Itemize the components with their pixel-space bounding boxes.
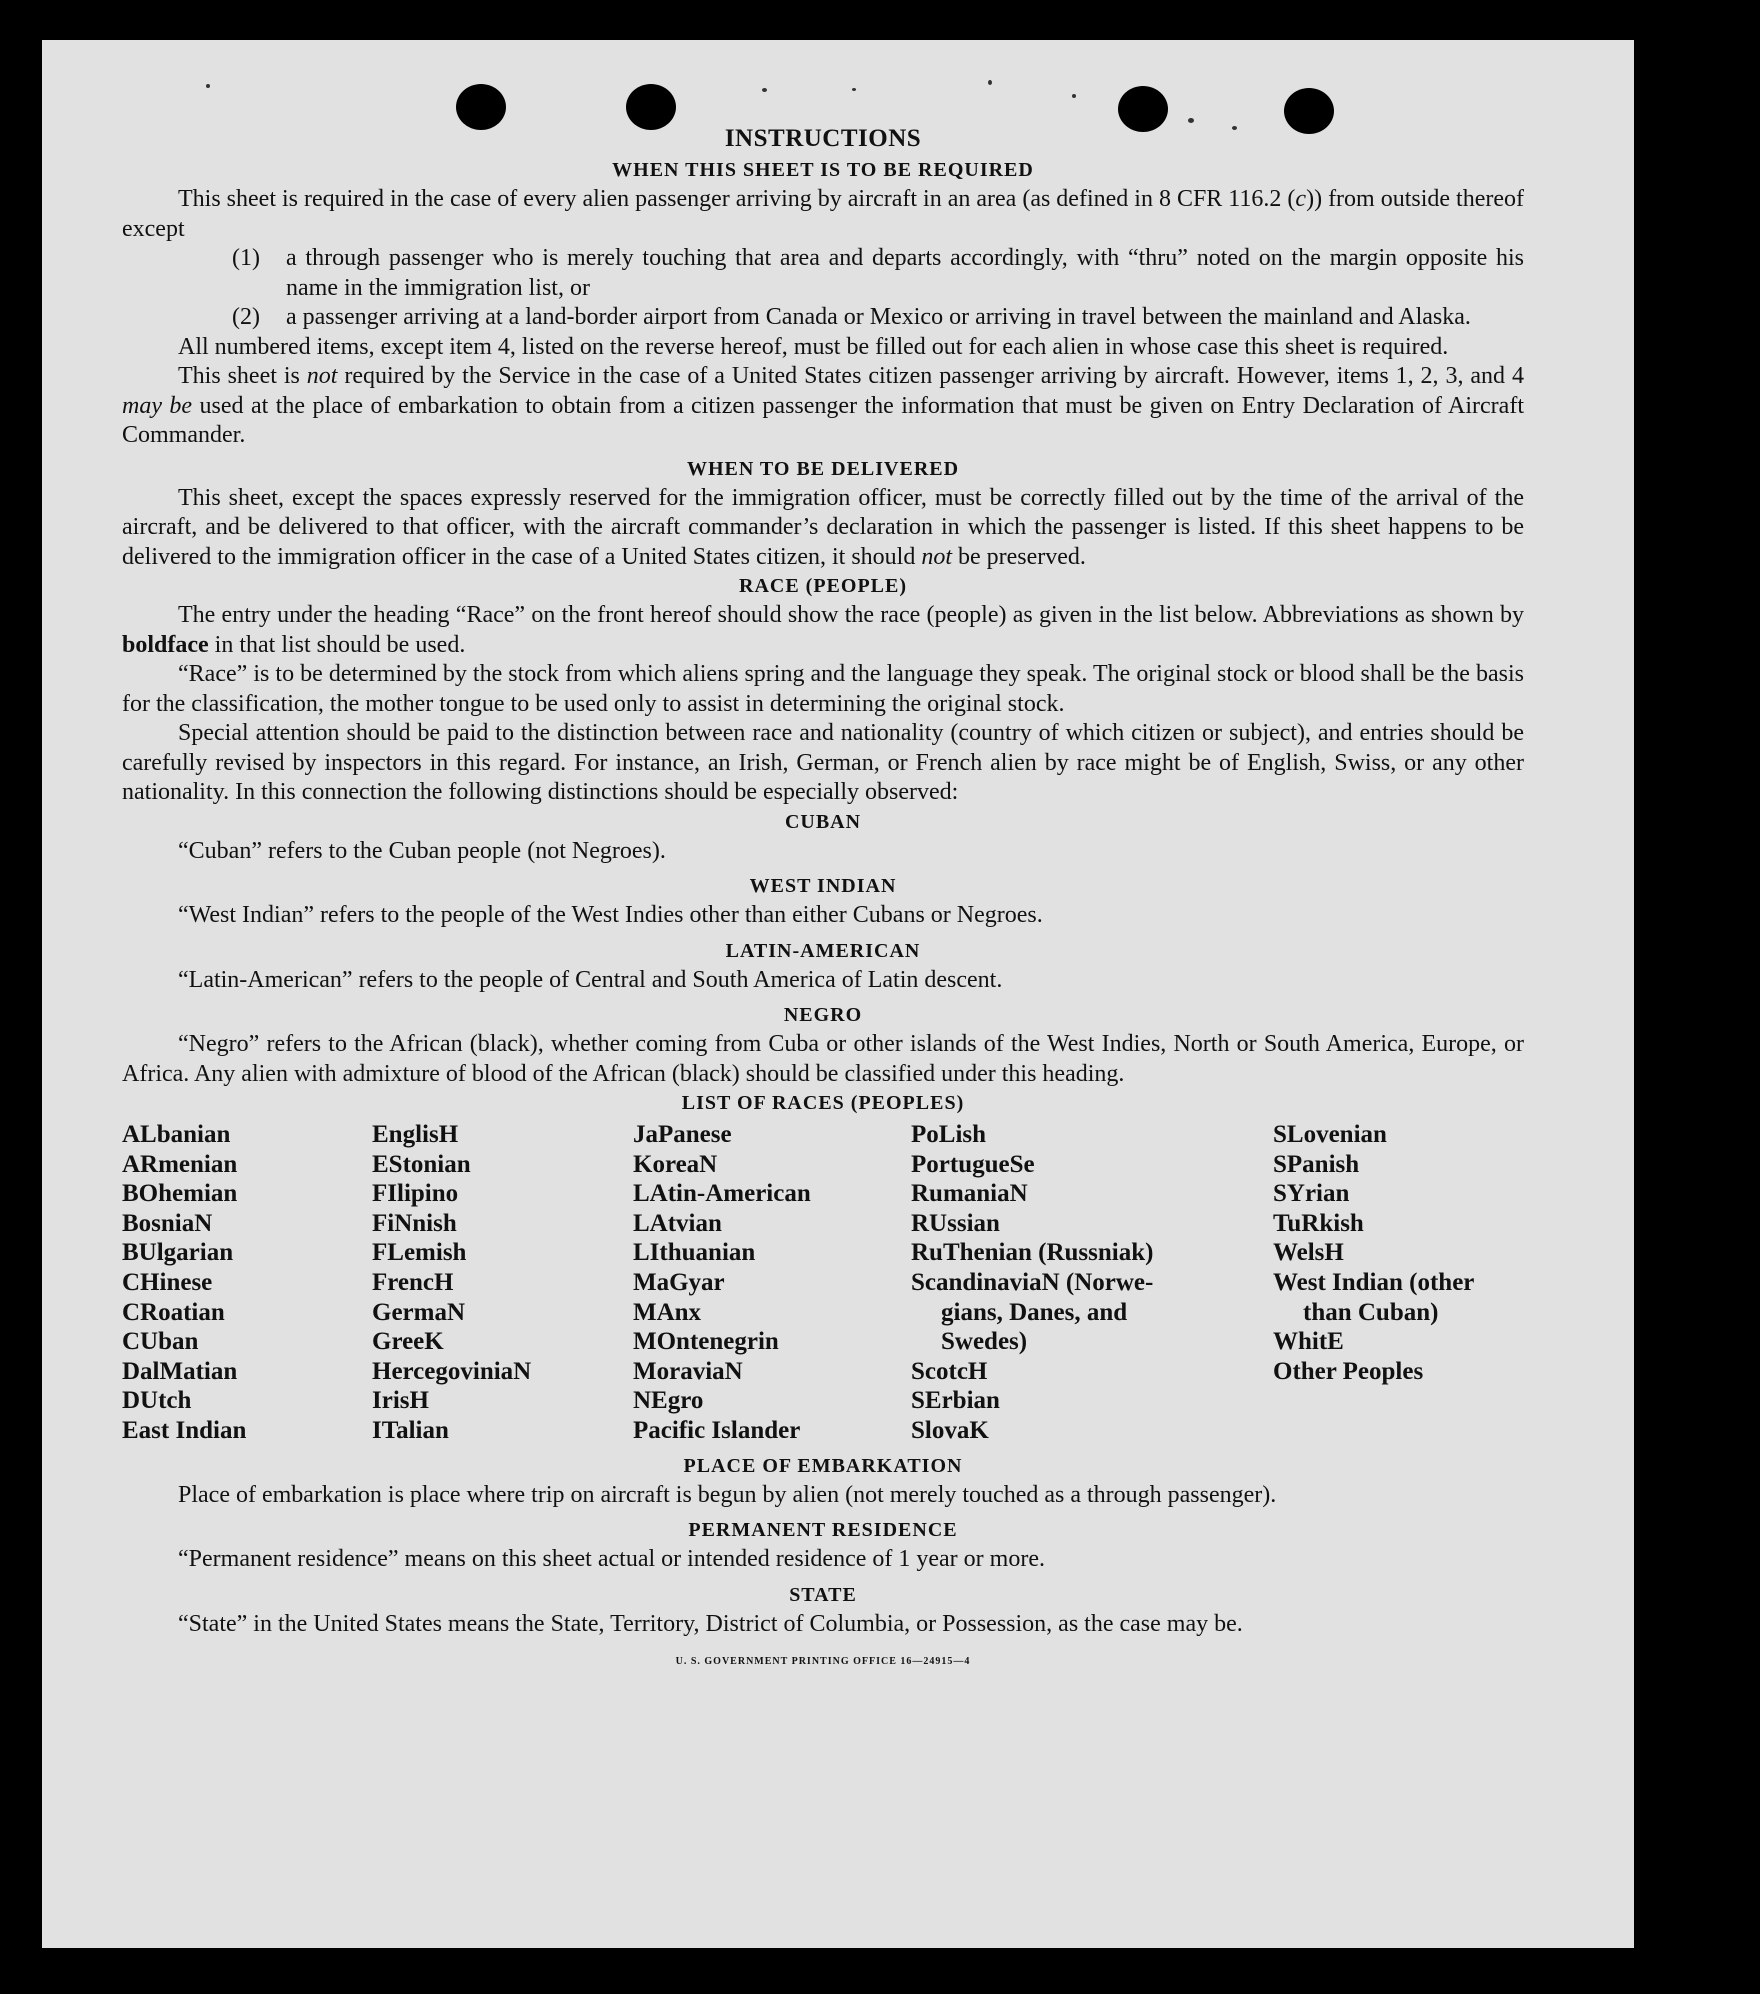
race-item: TuRkish — [1273, 1209, 1364, 1237]
race-item: CUban — [122, 1328, 199, 1356]
race-item: SLovenian — [1273, 1121, 1387, 1148]
races-column-3 — [633, 1120, 911, 1446]
races-column-5 — [1273, 1120, 1524, 1446]
paragraph-west-indian: “West Indian” refers to the people of the West Indies other than either Cubans or Negroes. — [178, 902, 1043, 928]
heading-place-of-embarkation: PLACE OF EMBARKATION — [683, 1454, 963, 1477]
race-item: BosniaN — [122, 1209, 213, 1237]
race-item: NEgro — [633, 1387, 704, 1415]
race-item: RumaniaN — [911, 1180, 1028, 1208]
race-item: FiNnish — [372, 1209, 457, 1237]
heading-cuban: CUBAN — [784, 810, 862, 833]
race-item: ARmenian — [122, 1150, 238, 1178]
speck — [206, 84, 210, 88]
race-item: Pacific Islander — [633, 1416, 801, 1444]
race-item: MoraviaN — [633, 1357, 743, 1385]
paragraph-cuban: “Cuban” refers to the Cuban people (not Negroes). — [178, 837, 666, 864]
race-item: LAtvian — [633, 1209, 722, 1237]
document-title: INSTRUCTIONS — [724, 125, 922, 152]
race-item: Other Peoples — [1273, 1357, 1424, 1385]
form-sheet — [42, 40, 1634, 1948]
races-column-1 — [122, 1120, 372, 1446]
exception-item-2: (2) a passenger arriving at a land-border airport from Canada or Mexico or arriving in travel between the mainland and Alaska. — [232, 304, 1471, 330]
races-column-4 — [911, 1120, 1273, 1446]
race-item: FrencH — [372, 1268, 454, 1296]
heading-west-indian: WEST INDIAN — [749, 875, 897, 897]
heading-when-required: WHEN THIS SHEET IS TO BE REQUIRED — [612, 159, 1034, 181]
race-item: MAnx — [633, 1298, 702, 1326]
race-item: FIlipino — [372, 1180, 459, 1208]
race-item: MOntenegrin — [633, 1328, 779, 1356]
heading-negro: NEGRO — [783, 1004, 863, 1026]
race-item: RuThenian (Russniak) — [911, 1239, 1154, 1267]
paragraph-required-intro: This sheet is required in the case of every alien passenger arriving by aircraft in an area (as defined in 8 CFR 116.2 (c)) from outside thereof except — [122, 186, 1525, 242]
race-item: IrisH — [372, 1387, 429, 1415]
race-item: RUssian — [911, 1209, 1000, 1237]
race-item: West Indian (other — [1273, 1268, 1475, 1296]
race-item: BUlgarian — [122, 1239, 234, 1267]
race-item: MaGyar — [633, 1268, 725, 1296]
paragraph-citizen: This sheet is not required by the Service in the case of a United States citizen passenger arriving by aircraft. However, items 1, 2, 3, and 4 may be used at the place of embarkation to obtain from a citizen passenger the information that must be given on Entry Declaration of Aircraft Commander. — [122, 363, 1524, 448]
race-item: LIthuanian — [633, 1239, 756, 1267]
race-item: ITalian — [372, 1416, 449, 1444]
race-item: WhitE — [1273, 1328, 1344, 1356]
paragraph-state: “State” in the United States means the State, Territory, District of Columbia, or Possession, as the case may be. — [178, 1610, 1243, 1637]
race-item: BOhemian — [122, 1180, 238, 1208]
race-item: WelsH — [1273, 1239, 1344, 1267]
speck — [988, 80, 992, 85]
heading-race: RACE (PEOPLE) — [739, 575, 907, 597]
race-item: DalMatian — [122, 1357, 238, 1385]
paragraph-latin-american: “Latin-American” refers to the people of Central and South America of Latin descent. — [178, 966, 1003, 993]
race-item: gians, Danes, and — [941, 1298, 1128, 1326]
paragraph-race-entry: The entry under the heading “Race” on the front hereof should show the race (people) as given in the list below. Abbreviations as shown by boldface in that list should be used. — [122, 602, 1524, 658]
race-item: PortugueSe — [911, 1150, 1035, 1178]
heading-permanent-residence: PERMANENT RESIDENCE — [688, 1519, 958, 1542]
exception-item-1: (1) a through passenger who is merely touching that area and departs accordingly, with “thru” noted on the margin opposite his name in the immigration list, or — [232, 245, 1524, 301]
heading-list-of-races: LIST OF RACES (PEOPLES) — [681, 1092, 965, 1114]
race-item: EStonian — [372, 1150, 471, 1178]
paragraph-race-stock: “Race” is to be determined by the stock from which aliens spring and the language they speak. The original stock or blood shall be the basis for the classification, the mother tongue to be used only to assist in determining the original stock. — [122, 661, 1524, 717]
race-item: PoLish — [911, 1121, 987, 1148]
race-item: JaPanese — [633, 1121, 732, 1148]
race-item: HercegoviniaN — [372, 1357, 532, 1385]
race-item: SlovaK — [911, 1416, 989, 1444]
document-body — [122, 122, 1524, 1677]
race-item: ScandinaviaN (Norwe- — [911, 1268, 1154, 1296]
race-item: CHinese — [122, 1268, 213, 1296]
races-column-2 — [372, 1120, 633, 1446]
speck — [852, 88, 856, 91]
paragraph-race-nationality: Special attention should be paid to the distinction between race and nationality (country of which citizen or subject), and entries should be carefully revised by inspectors in this regard. For instance, an Irish, German, or French alien by race might be of English, Swiss, or any other nationality. In this connection the following distinctions should be especially observed: — [122, 720, 1524, 805]
heading-when-delivered: WHEN TO BE DELIVERED — [686, 457, 960, 480]
race-item: East Indian — [122, 1416, 247, 1444]
race-item: than Cuban) — [1303, 1298, 1439, 1326]
race-item: FLemish — [372, 1239, 467, 1267]
race-item: ALbanian — [122, 1121, 231, 1148]
race-item: GreeK — [372, 1328, 444, 1356]
races-list — [122, 1120, 1524, 1446]
paragraph-embarkation: Place of embarkation is place where trip on aircraft is begun by alien (not merely touched as a through passenger). — [178, 1481, 1277, 1508]
race-item: SErbian — [911, 1387, 1000, 1415]
race-item: GermaN — [372, 1298, 466, 1326]
printing-office-imprint: U. S. GOVERNMENT PRINTING OFFICE 16—24915—4 — [675, 1656, 971, 1668]
race-item: LAtin-American — [633, 1180, 811, 1208]
race-item: DUtch — [122, 1387, 192, 1415]
race-item: ScotcH — [911, 1357, 988, 1385]
paragraph-numbered-items: All numbered items, except item 4, listed on the reverse hereof, must be filled out for each alien in whose case this sheet is required. — [178, 333, 1449, 360]
race-item: KoreaN — [633, 1150, 718, 1178]
paragraph-residence: “Permanent residence” means on this sheet actual or intended residence of 1 year or more. — [178, 1546, 1045, 1573]
race-item: Swedes) — [941, 1328, 1028, 1356]
heading-latin-american: LATIN-AMERICAN — [725, 939, 921, 962]
speck — [762, 88, 767, 92]
speck — [1072, 94, 1076, 98]
paragraph-negro: “Negro” refers to the African (black), whether coming from Cuba or other islands of the West Indies, North or South America, Europe, or Africa. Any alien with admixture of blood of the African (black) should be classified under this heading. — [122, 1031, 1524, 1087]
heading-state: STATE — [789, 1583, 857, 1606]
race-item: SYrian — [1273, 1180, 1350, 1208]
race-item: SPanish — [1273, 1150, 1360, 1178]
paragraph-delivered: This sheet, except the spaces expressly reserved for the immigration officer, must be correctly filled out by the time of the arrival of the aircraft, and be delivered to that officer, with the aircraft commander’s declaration in which the passenger is listed. If this sheet happens to be delivered to the immigration officer in the case of a United States citizen, it should not be preserved. — [122, 484, 1524, 570]
race-item: EnglisH — [372, 1121, 459, 1148]
race-item: CRoatian — [122, 1298, 225, 1326]
